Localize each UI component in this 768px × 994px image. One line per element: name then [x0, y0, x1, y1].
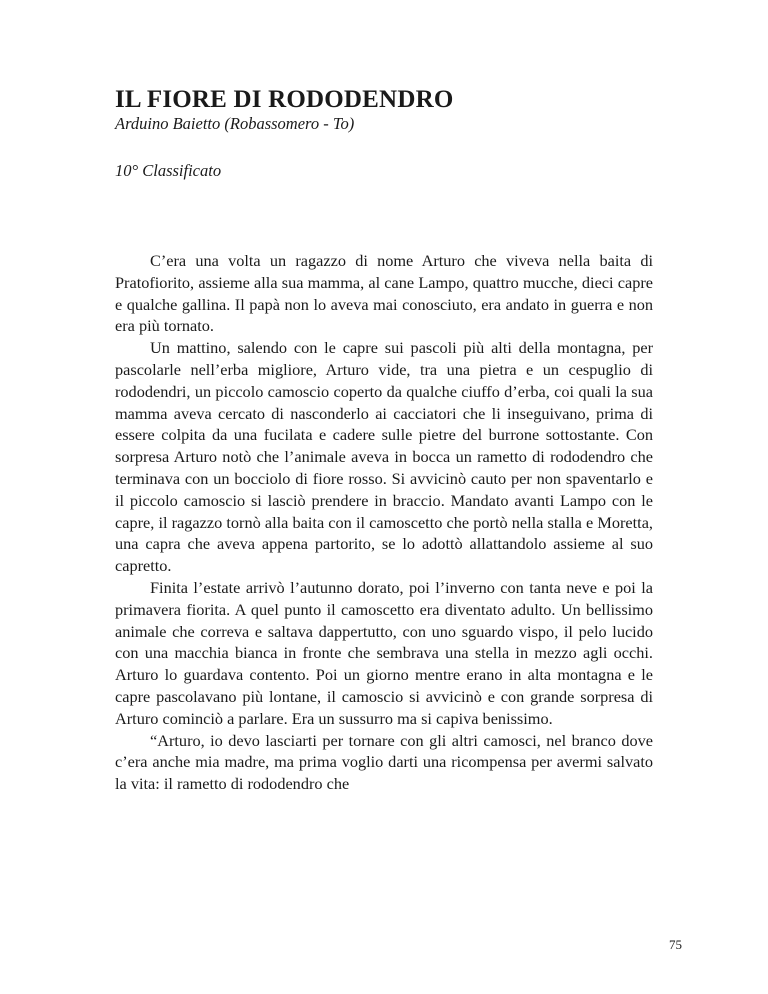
story-title: IL FIORE DI RODODENDRO [115, 86, 454, 113]
page-number: 75 [669, 937, 682, 952]
story-body [115, 250, 653, 795]
paragraph: “Arturo, io devo lasciarti per tornare con gli altri camosci, nel branco dove c’era anche mia madre, ma prima voglio darti una ricompensa per avermi salvato la vita: il rametto di rododendro che [115, 730, 653, 794]
ranking-label: 10° Classificato [115, 161, 222, 180]
paragraph: Un mattino, salendo con le capre sui pascoli più alti della montagna, per pascolarle nell’erba migliore, Arturo vide, tra una pietra e un cespuglio di rododendri, un piccolo camoscio coperto da qualche ciuffo d’erba, coi quali la sua mamma aveva cercato di nasconderlo ai cacciatori che li inseguivano, prima di essere colpita da una fucilata e cadere sulle pietre del burrone sottostante. Con sorpresa Arturo notò che l’animale aveva in bocca un rametto di rododendro che terminava con un bocciolo di fiore rosso. Si avvicinò cauto per non spaventarlo e il piccolo camoscio si lasciò prendere in braccio. Mandato avanti Lampo con le capre, il ragazzo tornò alla baita con il camoscetto che portò nella stalla e Moretta, una capra che aveva appena partorito, se lo adottò allattandolo assieme al suo capretto. [115, 338, 653, 576]
author-line: Arduino Baietto (Robassomero - To) [115, 114, 355, 133]
paragraph: C’era una volta un ragazzo di nome Arturo che viveva nella baita di Pratofiorito, assieme alla sua mamma, al cane Lampo, quattro mucche, dieci capre e qualche gallina. Il papà non lo aveva mai conosciuto, era andato in guerra e non era più tornato. [115, 251, 653, 336]
paragraph: Finita l’estate arrivò l’autunno dorato, poi l’inverno con tanta neve e poi la primavera fiorita. A quel punto il camoscetto era diventato adulto. Un bellissimo animale che correva e saltava dappertutto, con uno sguardo vispo, il pelo lucido con una macchia bianca in fronte che sembrava una stella in mezzo agli occhi. Arturo lo guardava contento. Poi un giorno mentre erano in alta montagna e le capre pascolavano più lontane, il camoscio si avvicinò e con grande sorpresa di Arturo cominciò a parlare. Era un sussurro ma si capiva benissimo. [115, 577, 653, 728]
